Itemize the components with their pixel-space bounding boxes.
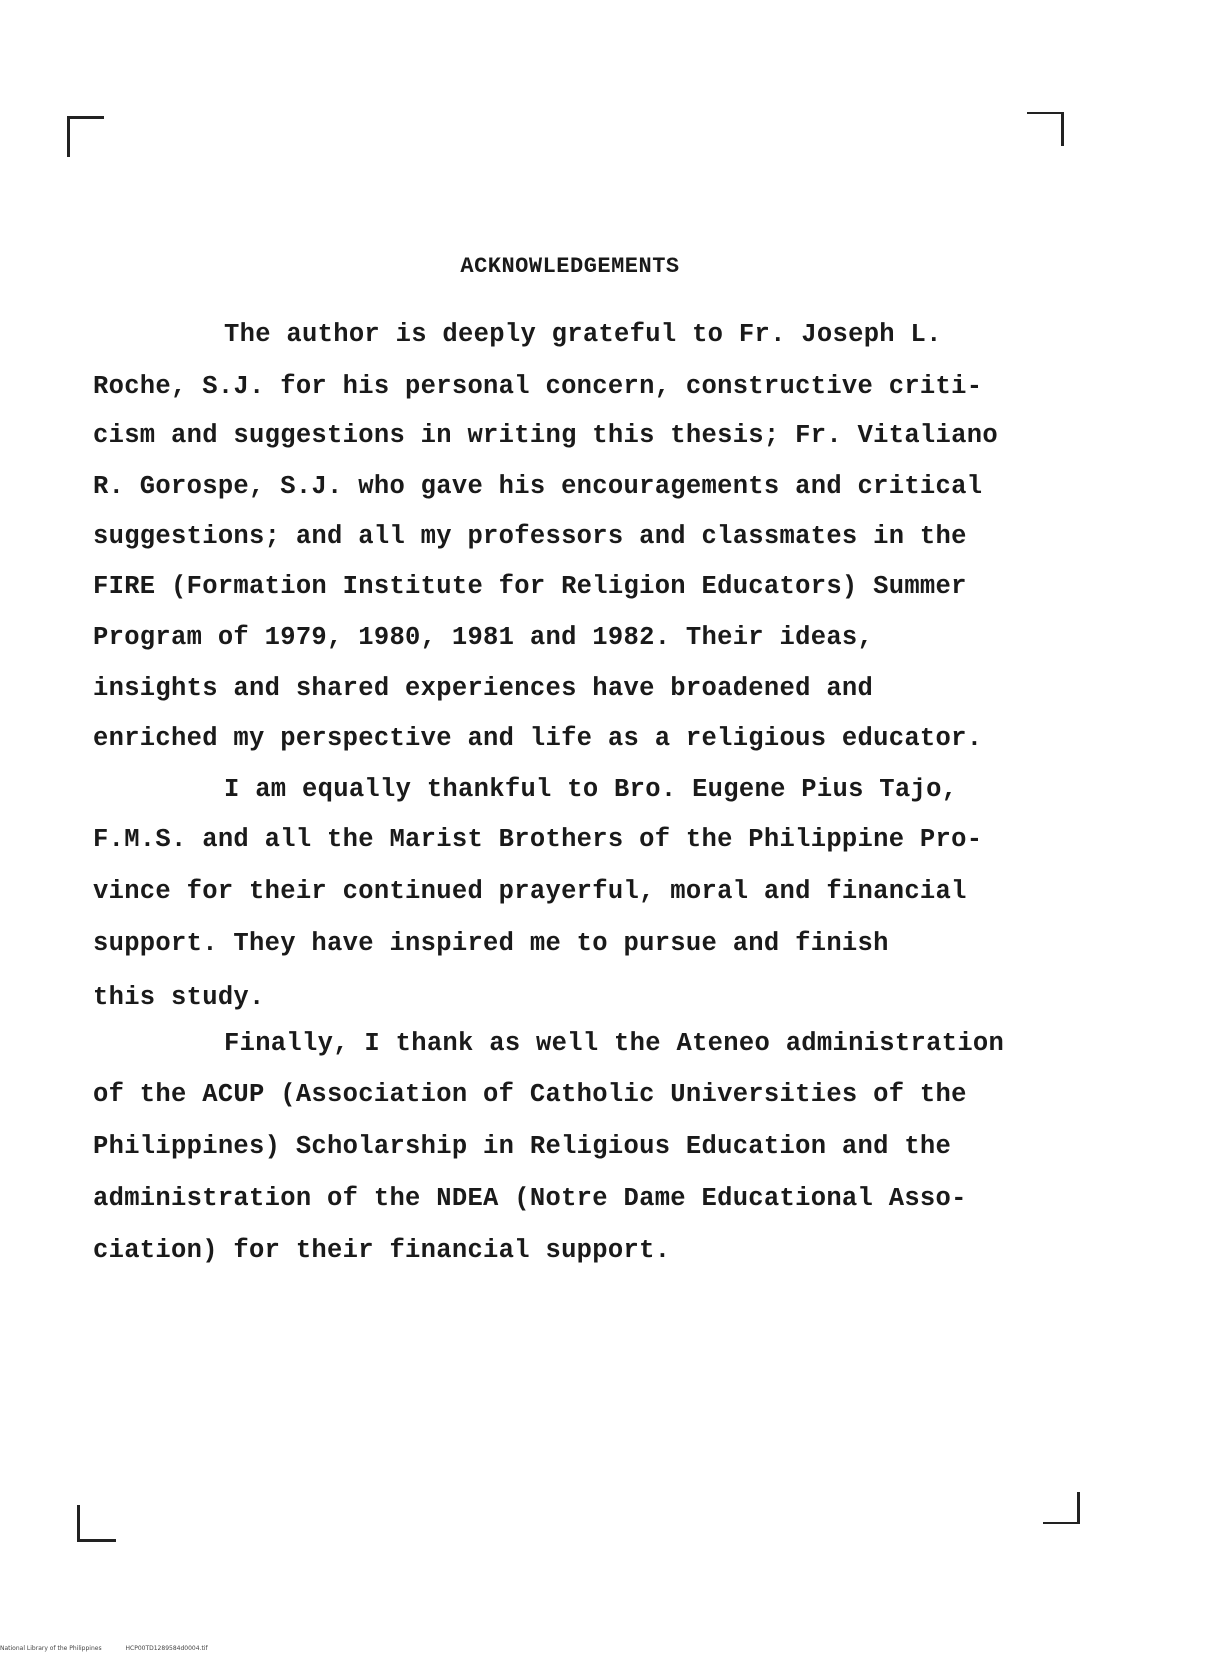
text-line: insights and shared experiences have broadened and (93, 674, 874, 703)
text-line: R. Gorospe, S.J. who gave his encouragements and critical (93, 472, 983, 501)
text-line: F.M.S. and all the Marist Brothers of the Philippine Pro- (93, 825, 983, 854)
text-line: suggestions; and all my professors and classmates in the (93, 522, 967, 551)
footer-library: National Library of the Philippines (0, 1645, 102, 1652)
crop-mark-bottom-left (77, 1505, 116, 1542)
crop-mark-top-right (1027, 112, 1064, 146)
footer-file-id: HCP00TD1289584d0004.tif (125, 1645, 208, 1652)
scan-footer (0, 1645, 230, 1652)
text-line: Roche, S.J. for his personal concern, constructive criti- (93, 372, 983, 401)
text-line: I am equally thankful to Bro. Eugene Pius Tajo, (224, 775, 958, 804)
text-line: enriched my perspective and life as a religious educator. (93, 724, 983, 753)
text-line: of the ACUP (Association of Catholic Universities of the (93, 1080, 967, 1109)
crop-mark-bottom-right (1043, 1492, 1080, 1524)
text-line: Program of 1979, 1980, 1981 and 1982. Their ideas, (93, 623, 874, 652)
crop-mark-top-left (67, 116, 104, 157)
text-line: administration of the NDEA (Notre Dame Educational Asso- (93, 1184, 967, 1213)
text-line: Philippines) Scholarship in Religious Education and the (93, 1132, 952, 1161)
text-line: Finally, I thank as well the Ateneo administration (224, 1029, 1005, 1058)
text-line: cism and suggestions in writing this thesis; Fr. Vitaliano (93, 421, 998, 450)
text-line: vince for their continued prayerful, moral and financial (93, 877, 967, 906)
page-title: ACKNOWLEDGEMENTS (460, 254, 680, 279)
text-line: this study. (93, 983, 265, 1012)
text-line: The author is deeply grateful to Fr. Joseph L. (224, 320, 942, 349)
text-line: FIRE (Formation Institute for Religion Educators) Summer (93, 572, 967, 601)
text-line: ciation) for their financial support. (93, 1236, 671, 1265)
text-line: support. They have inspired me to pursue and finish (93, 929, 889, 958)
